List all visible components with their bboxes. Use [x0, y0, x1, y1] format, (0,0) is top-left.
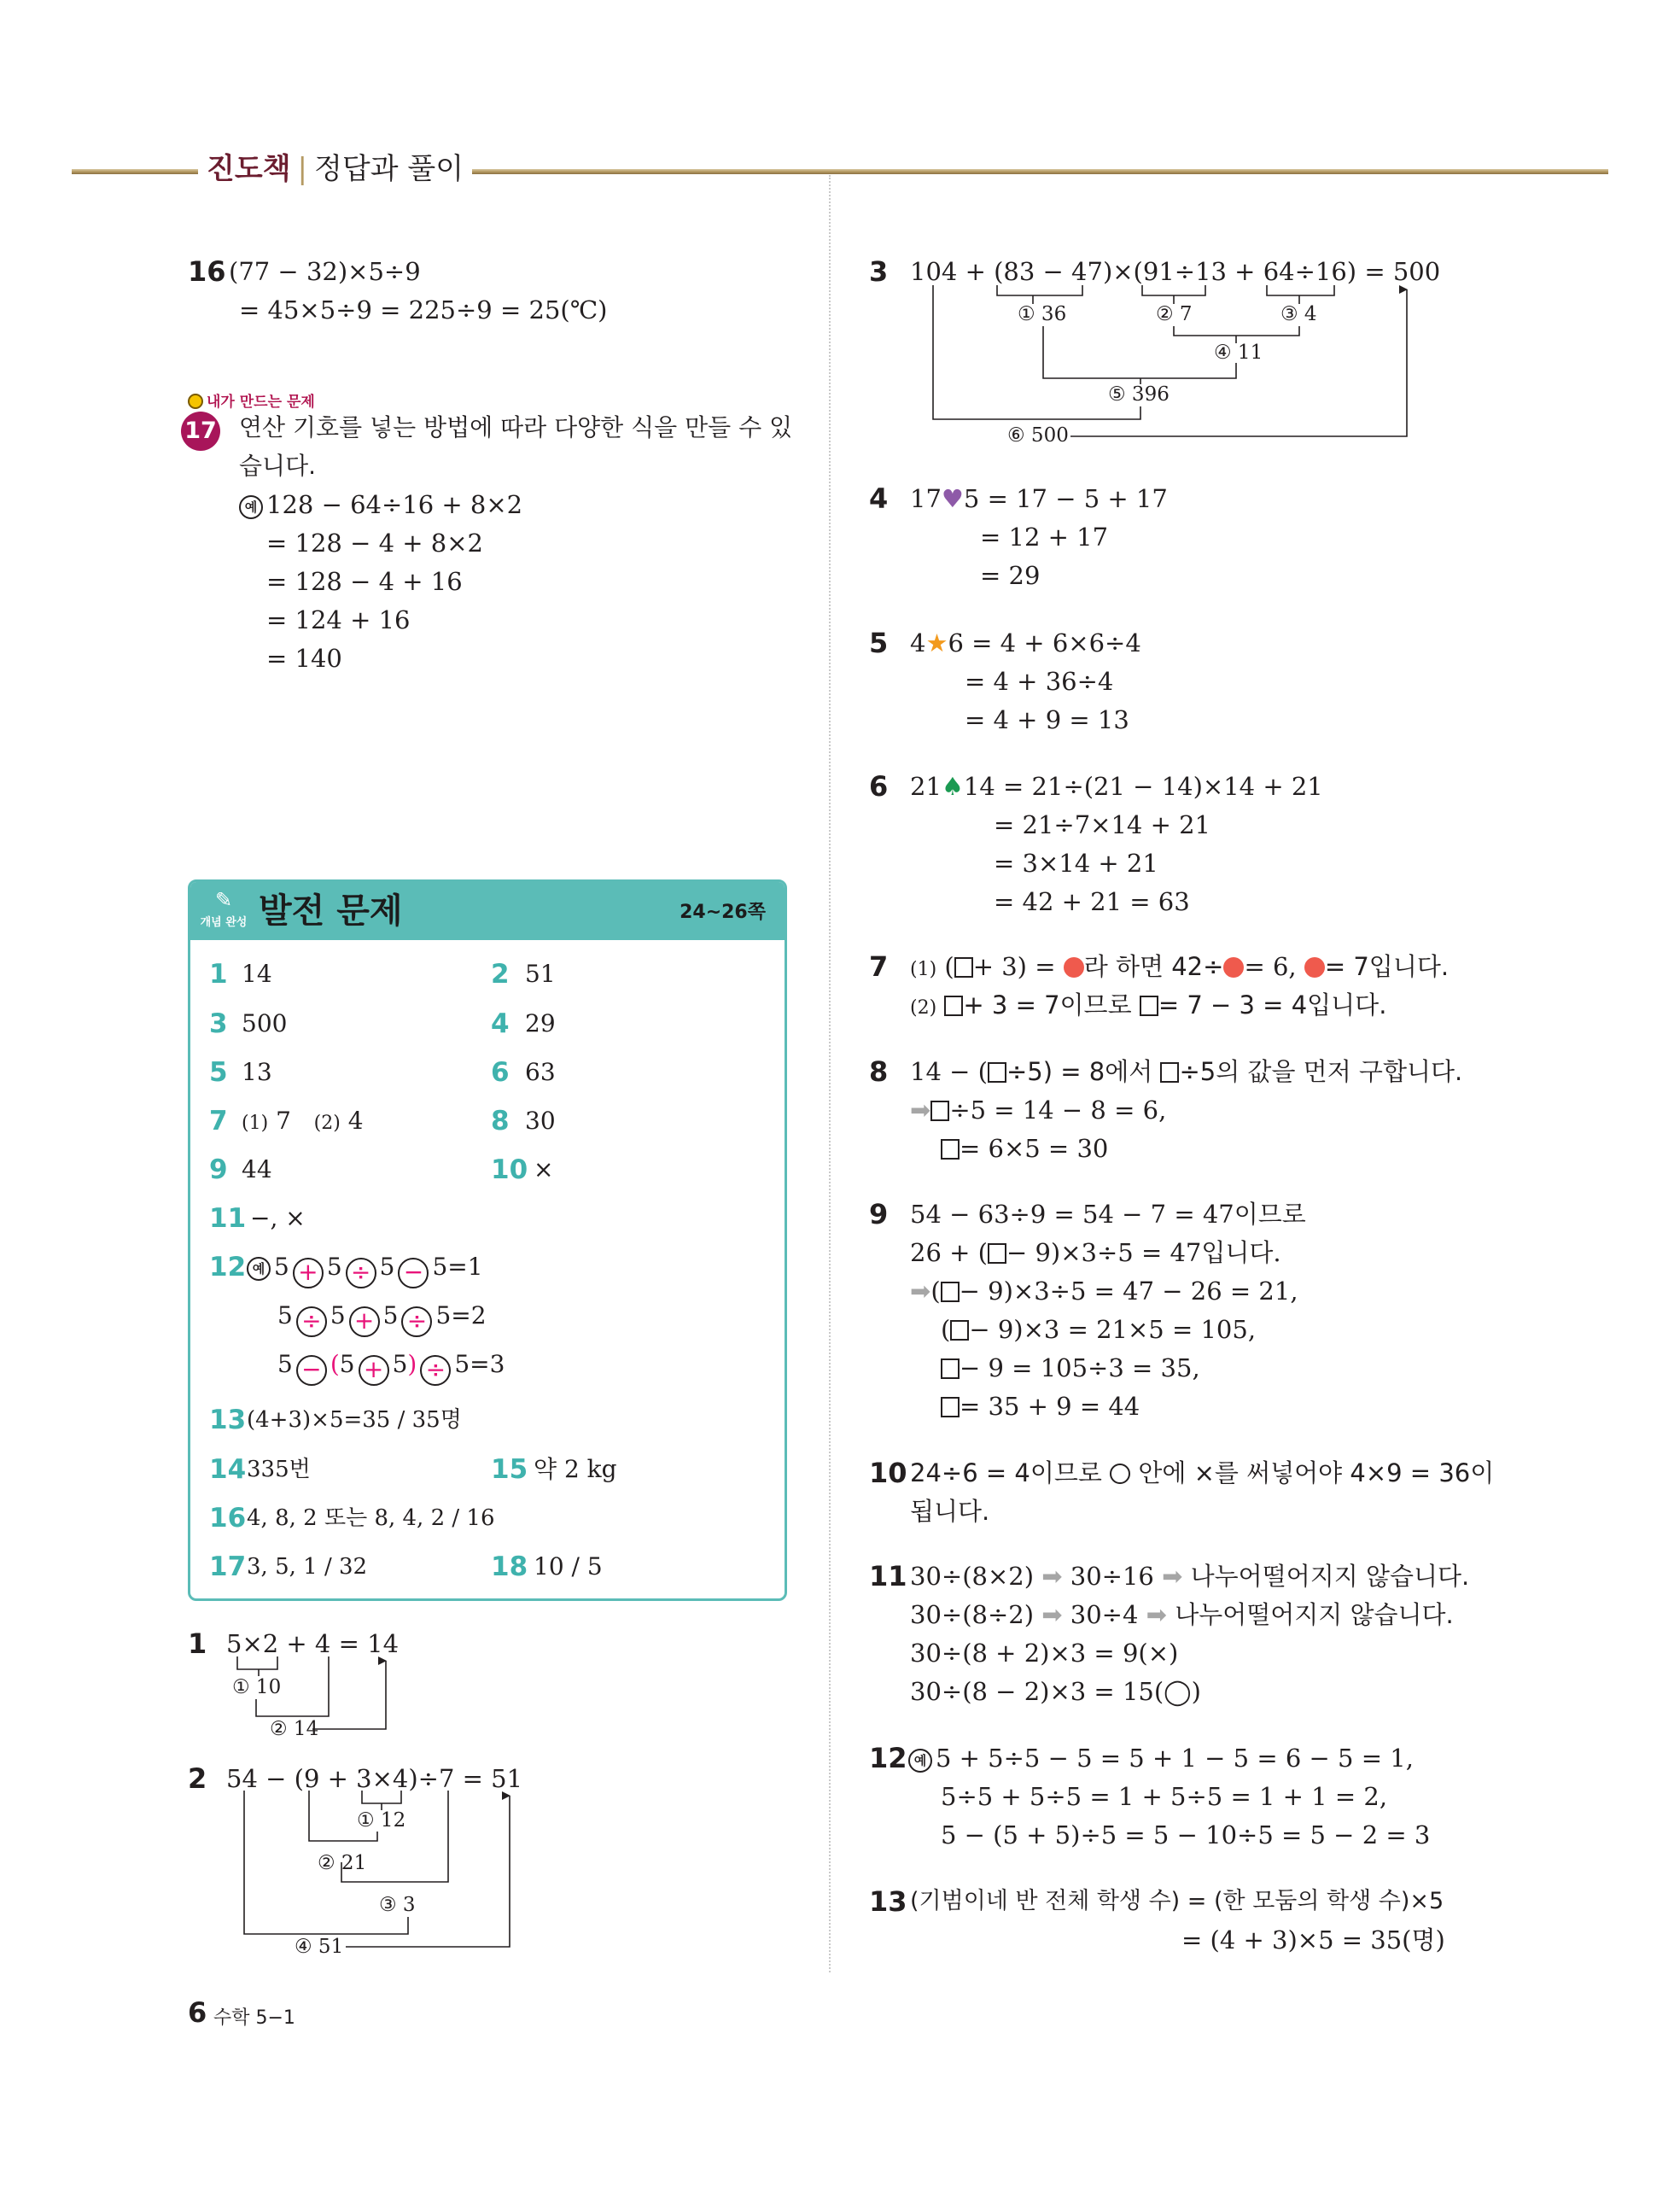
- solution-3-number: 3: [869, 255, 889, 288]
- answer-11-value: −, ×: [250, 1204, 306, 1232]
- divide-circle: ÷: [401, 1306, 432, 1337]
- arrow-right-icon: ➡: [910, 1277, 931, 1306]
- solution-2-step-2: ② 21: [318, 1852, 367, 1874]
- solution-11-line-4: 30÷(8 − 2)×3 = 15(◯): [910, 1677, 1201, 1706]
- solution-9-line-6: = 35 + 9 = 44: [941, 1389, 1140, 1423]
- solution-12-number: 12: [869, 1742, 907, 1774]
- sol1-arrow: [312, 1661, 386, 1729]
- answer-3-number: 3: [209, 1008, 228, 1039]
- solution-2-equation: 54 − (9 + 3×4)÷7 = 51: [226, 1764, 523, 1793]
- example-mark: 예: [908, 1749, 932, 1773]
- answer-14-value: 335번: [247, 1457, 311, 1482]
- solution-2-step-1: ① 12: [357, 1809, 406, 1832]
- arrow-right-icon: ➡: [1041, 1562, 1063, 1591]
- problem-16-line-2: = 45×5÷9 = 225÷9 = 25(℃): [239, 295, 608, 324]
- arrow-right-icon: ➡: [1146, 1600, 1167, 1629]
- answer-7-value: (1) 7 (2) 4: [242, 1107, 364, 1135]
- solution-3-step-5: ⑤ 396: [1108, 383, 1170, 406]
- red-dot-icon: [1064, 957, 1084, 978]
- solution-5-line-1: 4★6 = 4 + 6×6÷4: [910, 628, 1141, 657]
- solution-7-line-2: (2) + 3 = 7이므로 = 7 − 3 = 4입니다.: [910, 990, 1387, 1020]
- solution-2-number: 2: [188, 1762, 207, 1795]
- solution-1-step-2: ② 14: [270, 1718, 319, 1740]
- solution-10-number: 10: [869, 1457, 907, 1489]
- blank-box: [1160, 1062, 1179, 1083]
- solution-6-line-2: = 21÷7×14 + 21: [994, 810, 1211, 839]
- plus-circle: +: [293, 1258, 324, 1288]
- divide-circle: ÷: [346, 1258, 376, 1288]
- blank-box: [988, 1243, 1006, 1264]
- solution-3-step-2: ② 7: [1156, 303, 1193, 325]
- answer-3-value: 500: [242, 1009, 288, 1037]
- blank-box: [950, 1320, 969, 1341]
- answer-17-number: 17: [209, 1551, 247, 1582]
- example-mark: 예: [247, 1257, 271, 1281]
- minus-circle: −: [398, 1258, 429, 1288]
- solution-11-line-2: 30÷(8÷2) ➡ 30÷4 ➡ 나누어떨어지지 않습니다.: [910, 1600, 1454, 1629]
- answer-12-row-2: 5 ÷ 5 + 5 ÷ 5=2: [277, 1299, 487, 1337]
- answer-2-value: 51: [525, 960, 556, 988]
- solution-1-step-1: ① 10: [232, 1676, 282, 1698]
- solution-5-line-3: = 4 + 9 = 13: [965, 705, 1129, 734]
- arrow-right-icon: ➡: [1041, 1600, 1063, 1629]
- red-dot-icon: [1304, 957, 1325, 978]
- solution-3-step-1: ① 36: [1018, 303, 1067, 325]
- column-divider: [829, 175, 831, 1972]
- solution-3-equation: 104 + (83 − 47)×(91÷13 + 64÷16) = 500: [910, 257, 1441, 286]
- answer-11-number: 11: [209, 1203, 247, 1234]
- blank-box: [1140, 996, 1158, 1016]
- solution-9-line-3: ➡( − 9)×3÷5 = 47 − 26 = 21,: [910, 1277, 1298, 1306]
- solution-13-number: 13: [869, 1885, 907, 1918]
- solution-6-line-3: = 3×14 + 21: [994, 849, 1158, 878]
- answer-18-number: 18: [491, 1551, 528, 1582]
- answer-16-value: 4, 8, 2 또는 8, 4, 2 / 16: [247, 1505, 495, 1531]
- answer-12-number: 12: [209, 1252, 247, 1282]
- blank-box: [941, 1397, 960, 1417]
- solution-8-line-1: 14 − ( ÷5) = 8에서 ÷5의 값을 먼저 구합니다.: [910, 1057, 1463, 1086]
- blank-box: [930, 1101, 949, 1121]
- answer-1-value: 14: [242, 960, 272, 988]
- problem-16-line-1: (77 − 32)×5÷9: [229, 257, 421, 286]
- box-pages: 24~26쪽: [680, 902, 766, 923]
- box-header: [190, 882, 785, 940]
- answer-13-value: (4+3)×5=35 / 35명: [247, 1407, 462, 1433]
- example-mark: 예: [239, 495, 263, 519]
- problem-17-step-1: 예 128 − 64÷16 + 8×2: [239, 488, 522, 522]
- blank-box: [944, 996, 963, 1016]
- solution-6-number: 6: [869, 770, 889, 803]
- blank-box: [941, 1139, 960, 1160]
- advanced-problems-box: [188, 879, 787, 1601]
- blank-circle: [1110, 1464, 1130, 1484]
- solution-13-line-1: (기범이네 반 전체 학생 수) = (한 모둠의 학생 수)×5: [910, 1888, 1444, 1914]
- solution-10-line-2: 됩니다.: [910, 1497, 990, 1526]
- solution-8-line-2: ➡ ÷5 = 14 − 8 = 6,: [910, 1096, 1167, 1125]
- solution-11-number: 11: [869, 1560, 907, 1592]
- solution-13-line-2: = (4 + 3)×5 = 35(명): [1181, 1925, 1445, 1954]
- answer-4-value: 29: [525, 1009, 556, 1037]
- header-rule-left: [72, 169, 200, 174]
- answer-6-number: 6: [491, 1057, 510, 1088]
- solution-4-line-3: = 29: [980, 561, 1041, 590]
- solution-3-step-6: ⑥ 500: [1007, 424, 1069, 447]
- star-icon: ★: [925, 628, 948, 657]
- problem-17-line-2: 습니다.: [239, 452, 317, 480]
- solution-9-line-2: 26 + ( − 9)×3÷5 = 47입니다.: [910, 1238, 1281, 1267]
- solution-3-step-3: ③ 4: [1280, 303, 1317, 325]
- solution-11-line-3: 30÷(8 + 2)×3 = 9(×): [910, 1639, 1179, 1668]
- spade-icon: ♠: [941, 772, 964, 801]
- solution-6-line-4: = 42 + 21 = 63: [994, 887, 1190, 916]
- sol3-bracket-7: [1174, 326, 1299, 336]
- solution-2-step-3: ③ 3: [379, 1894, 416, 1916]
- answer-2-number: 2: [491, 959, 510, 990]
- problem-17-line-1: 연산 기호를 넣는 방법에 따라 다양한 식을 만들 수 있: [239, 413, 793, 441]
- arrow-right-icon: ➡: [1162, 1562, 1183, 1591]
- answer-8-number: 8: [491, 1106, 510, 1136]
- answer-10-value: ×: [534, 1155, 554, 1183]
- solution-1-number: 1: [188, 1627, 207, 1660]
- answer-16-number: 16: [209, 1503, 247, 1534]
- plus-circle: +: [349, 1306, 380, 1337]
- solution-6-line-1: 21♠14 = 21÷(21 − 14)×14 + 21: [910, 772, 1323, 801]
- heart-icon: ♥: [941, 484, 964, 513]
- answer-8-value: 30: [525, 1107, 556, 1135]
- answer-15-value: 약 2 kg: [534, 1455, 617, 1483]
- header-title: 진도책 | 정답과 풀이: [198, 145, 472, 187]
- answer-12-row-3: 5 − (5 + 5) ÷ 5=3: [277, 1347, 505, 1386]
- solution-7-line-1: (1) ( + 3) = 라 하면 42÷ = 6, = 7입니다.: [910, 952, 1450, 981]
- answer-18-value: 10 / 5: [534, 1552, 603, 1580]
- solution-4-number: 4: [869, 482, 889, 515]
- smile-icon: [188, 394, 203, 409]
- answer-12-row-1: 예 5 + 5 ÷ 5 − 5=1: [247, 1250, 483, 1288]
- solution-3-step-4: ④ 11: [1214, 342, 1263, 364]
- page-number: 6: [188, 1996, 207, 2029]
- solution-9-line-5: − 9 = 105÷3 = 35,: [941, 1351, 1200, 1385]
- solution-12-line-2: 5÷5 + 5÷5 = 1 + 5÷5 = 1 + 1 = 2,: [941, 1782, 1388, 1811]
- divide-circle: ÷: [420, 1355, 451, 1386]
- divide-circle: ÷: [296, 1306, 327, 1337]
- box-title: 발전 문제: [259, 891, 403, 931]
- solution-9-line-4: ( − 9)×3 = 21×5 = 105,: [941, 1315, 1257, 1344]
- solution-7-number: 7: [869, 950, 889, 983]
- plus-circle: +: [359, 1355, 389, 1386]
- header-rule-right: [444, 169, 1608, 174]
- solution-12-line-3: 5 − (5 + 5)÷5 = 5 − 10÷5 = 5 − 2 = 3: [941, 1820, 1431, 1849]
- answer-10-number: 10: [491, 1154, 528, 1185]
- answer-17-value: 3, 5, 1 / 32: [247, 1554, 368, 1580]
- blank-box: [941, 1282, 960, 1302]
- problem-17-step-5: = 140: [266, 644, 342, 673]
- answer-5-value: 13: [242, 1058, 272, 1086]
- footer-book-title: 수학 5−1: [213, 2007, 295, 2029]
- problem-17-badge: 17: [181, 412, 220, 451]
- problem-17-step-3: = 128 − 4 + 16: [266, 567, 463, 596]
- answer-9-value: 44: [242, 1155, 272, 1183]
- answer-1-number: 1: [209, 959, 228, 990]
- answer-14-number: 14: [209, 1454, 247, 1485]
- answer-9-number: 9: [209, 1154, 228, 1185]
- sol3-bracket-9: [1043, 326, 1236, 378]
- problem-17-step-4: = 124 + 16: [266, 605, 411, 634]
- solution-1-equation: 5×2 + 4 = 14: [226, 1629, 400, 1658]
- blank-box: [988, 1062, 1006, 1083]
- answer-5-number: 5: [209, 1057, 228, 1088]
- solution-11-line-1: 30÷(8×2) ➡ 30÷16 ➡ 나누어떨어지지 않습니다.: [910, 1562, 1470, 1591]
- blank-box: [954, 957, 973, 978]
- solution-10-line-1: 24÷6 = 4이므로 안에 ×를 써넣어야 4×9 = 36이: [910, 1458, 1495, 1487]
- answer-4-number: 4: [491, 1008, 510, 1039]
- answer-7-number: 7: [209, 1106, 228, 1136]
- solution-9-number: 9: [869, 1198, 889, 1230]
- my-problem-label: 내가 만드는 문제: [188, 389, 315, 411]
- problem-17-step-2: = 128 − 4 + 8×2: [266, 529, 483, 558]
- solution-2-step-4: ④ 51: [295, 1936, 344, 1958]
- answer-6-value: 63: [525, 1058, 556, 1086]
- solution-5-number: 5: [869, 627, 889, 659]
- solution-4-line-1: 17♥5 = 17 − 5 + 17: [910, 484, 1168, 513]
- solution-9-line-1: 54 − 63÷9 = 54 − 7 = 47이므로: [910, 1200, 1306, 1229]
- answer-13-number: 13: [209, 1405, 247, 1435]
- concept-icon: ✎ 개념 완성: [200, 888, 248, 929]
- minus-circle: −: [296, 1355, 327, 1386]
- arrow-right-icon: ➡: [910, 1096, 931, 1125]
- problem-16-number: 16: [188, 255, 226, 288]
- answer-15-number: 15: [491, 1454, 528, 1485]
- blank-box: [941, 1358, 960, 1379]
- solution-8-line-3: = 6×5 = 30: [941, 1131, 1108, 1166]
- solution-12-line-1: 예 5 + 5÷5 − 5 = 5 + 1 − 5 = 6 − 5 = 1,: [908, 1741, 1414, 1775]
- solution-4-line-2: = 12 + 17: [980, 523, 1109, 552]
- red-dot-icon: [1223, 957, 1244, 978]
- solution-8-number: 8: [869, 1055, 889, 1088]
- solution-5-line-2: = 4 + 36÷4: [965, 667, 1114, 696]
